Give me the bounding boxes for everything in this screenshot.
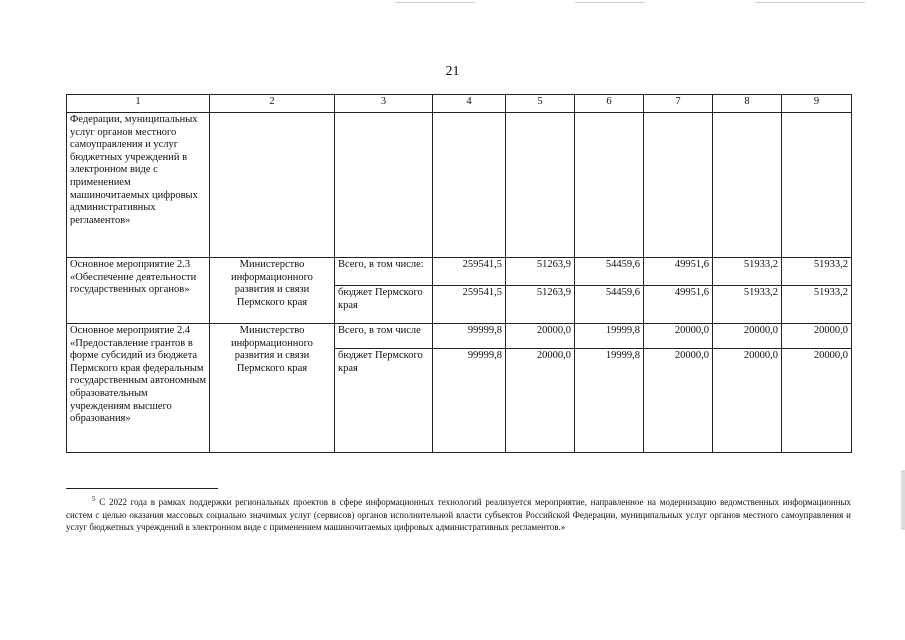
value-cell: 19999,8 xyxy=(575,349,644,453)
event-name-cell: Основное мероприятие 2.3 «Обеспечение деятельности государственных органов» xyxy=(67,258,210,324)
footnote-text: С 2022 года в рамках поддержки региональных проектов в сфере информационных технологий реализуется мероприятие, направленное на модернизацию ведомственных информационных систем с целью оказания массовых социально значимых услуг (сервисов) органов исполнительной власти субъектов Российской Федерации, муниципальных услуг органов местного самоуправления и услуг бюджетных учреждений в электронном виде с применением машиночитаемых цифровых административных регламентов.» xyxy=(66,497,851,533)
column-header: 3 xyxy=(335,95,433,113)
empty-cell xyxy=(210,113,335,258)
event-name-cell: Основное мероприятие 2.4 «Предоставление грантов в форме субсидий из бюджета Пермского края федеральным государственным автономным образовательным учреждениям высшего образования» xyxy=(67,324,210,453)
scan-artifact-line xyxy=(575,2,645,3)
value-cell: 51933,2 xyxy=(782,286,852,324)
value-cell: 51933,2 xyxy=(782,258,852,286)
scan-artifact-line xyxy=(755,2,865,3)
value-cell: 259541,5 xyxy=(433,258,506,286)
value-cell: 99999,8 xyxy=(433,349,506,453)
value-cell: 20000,0 xyxy=(713,324,782,349)
value-cell: 20000,0 xyxy=(644,349,713,453)
value-cell: 20000,0 xyxy=(644,324,713,349)
value-cell: 49951,6 xyxy=(644,258,713,286)
value-cell: 20000,0 xyxy=(782,324,852,349)
value-cell: 51933,2 xyxy=(713,286,782,324)
empty-cell xyxy=(433,113,506,258)
budget-table xyxy=(66,94,852,453)
page-number: 21 xyxy=(445,64,460,79)
value-cell: 51263,9 xyxy=(506,258,575,286)
funding-source-cell: Всего, в том числе: xyxy=(335,258,433,286)
column-header: 8 xyxy=(713,95,782,113)
footnote xyxy=(66,493,851,534)
empty-cell xyxy=(575,113,644,258)
value-cell: 49951,6 xyxy=(644,286,713,324)
footnote-separator xyxy=(66,488,218,489)
table-row xyxy=(67,324,852,349)
header-row xyxy=(67,95,852,113)
value-cell: 20000,0 xyxy=(713,349,782,453)
column-header: 6 xyxy=(575,95,644,113)
funding-source-cell: бюджет Пермского края xyxy=(335,349,433,453)
column-header: 5 xyxy=(506,95,575,113)
empty-cell xyxy=(335,113,433,258)
footnote-marker: 5 xyxy=(92,495,96,503)
table-row xyxy=(67,258,852,286)
value-cell: 51263,9 xyxy=(506,286,575,324)
empty-cell xyxy=(644,113,713,258)
value-cell: 54459,6 xyxy=(575,286,644,324)
funding-source-cell: бюджет Пермского края xyxy=(335,286,433,324)
column-header: 9 xyxy=(782,95,852,113)
scan-edge-shadow xyxy=(901,470,905,530)
value-cell: 20000,0 xyxy=(506,324,575,349)
funding-source-cell: Всего, в том числе xyxy=(335,324,433,349)
event-name-cell: Федерации, муниципальных услуг органов местного самоуправления и услуг бюджетных учреждений в электронном виде с применением машиночитаемых цифровых административных регламентов» xyxy=(67,113,210,258)
table-row xyxy=(67,113,852,258)
scan-artifact-line xyxy=(395,2,475,3)
column-header: 1 xyxy=(67,95,210,113)
value-cell: 20000,0 xyxy=(506,349,575,453)
value-cell: 51933,2 xyxy=(713,258,782,286)
value-cell: 259541,5 xyxy=(433,286,506,324)
value-cell: 99999,8 xyxy=(433,324,506,349)
column-header: 4 xyxy=(433,95,506,113)
value-cell: 54459,6 xyxy=(575,258,644,286)
empty-cell xyxy=(782,113,852,258)
value-cell: 20000,0 xyxy=(782,349,852,453)
empty-cell xyxy=(506,113,575,258)
value-cell: 19999,8 xyxy=(575,324,644,349)
column-header: 2 xyxy=(210,95,335,113)
executor-cell: Министерство информационного развития и связи Пермского края xyxy=(210,258,335,324)
column-header: 7 xyxy=(644,95,713,113)
empty-cell xyxy=(713,113,782,258)
executor-cell: Министерство информационного развития и связи Пермского края xyxy=(210,324,335,453)
